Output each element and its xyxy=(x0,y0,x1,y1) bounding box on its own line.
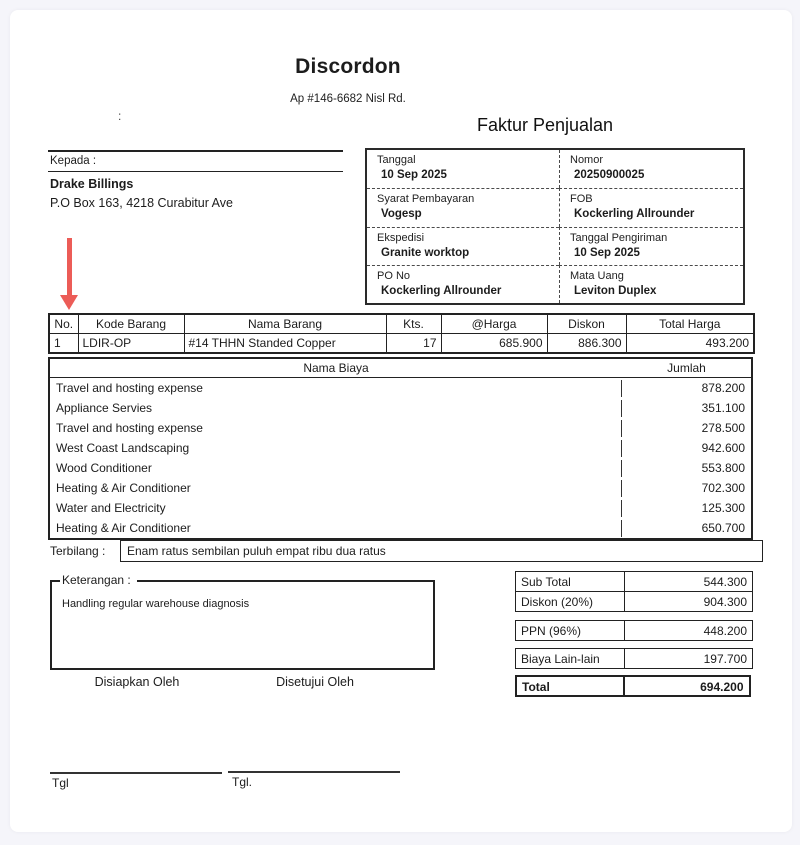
date-signature-line-left xyxy=(50,772,222,774)
total-row-grand-total xyxy=(515,675,753,697)
info-cell-nomor xyxy=(559,150,743,188)
tgl-label-right: Tgl. xyxy=(232,775,253,789)
biaya-amount: 878.200 xyxy=(701,381,745,395)
info-cell-tanggal xyxy=(367,150,559,188)
total-value: 904.300 xyxy=(625,591,753,612)
biaya-name: Heating & Air Conditioner xyxy=(50,520,622,537)
biaya-table xyxy=(48,357,753,540)
total-value: 694.200 xyxy=(623,675,751,697)
biaya-row xyxy=(50,478,751,498)
info-label: Mata Uang xyxy=(570,269,624,282)
biaya-amount: 553.800 xyxy=(701,461,745,475)
biaya-name: Appliance Servies xyxy=(50,400,622,417)
info-label: PO No xyxy=(377,269,411,282)
red-arrow-annotation xyxy=(56,238,82,311)
biaya-name: West Coast Landscaping xyxy=(50,440,622,457)
total-value: 197.700 xyxy=(625,648,753,669)
invoice-page xyxy=(10,10,792,832)
company-name: Discordon xyxy=(295,55,401,78)
terbilang-box xyxy=(120,540,763,562)
total-label: PPN (96%) xyxy=(515,620,625,641)
recipient-address: P.O Box 163, 4218 Curabitur Ave xyxy=(50,196,233,210)
biaya-name: Travel and hosting expense xyxy=(50,380,622,397)
info-value: Kockerling Allrounder xyxy=(381,284,502,297)
info-value: Granite worktop xyxy=(381,246,470,259)
header-nama-biaya: Nama Biaya xyxy=(303,361,369,375)
colon-mark: : xyxy=(118,109,122,123)
header-kts: Kts. xyxy=(386,314,441,334)
total-row-biaya-lain xyxy=(515,648,753,669)
biaya-amount: 650.700 xyxy=(701,521,745,535)
recipient-section xyxy=(48,150,343,213)
biaya-name: Heating & Air Conditioner xyxy=(50,480,622,497)
info-cell-syarat-pembayaran xyxy=(367,188,559,226)
info-label: Nomor xyxy=(570,154,604,166)
invoice-info-box xyxy=(365,148,745,305)
header-total-harga: Total Harga xyxy=(626,314,754,334)
terbilang-value: Enam ratus sembilan puluh empat ribu dua ratus xyxy=(127,544,386,558)
info-value: Kockerling Allrounder xyxy=(574,208,695,221)
terbilang-label: Terbilang : xyxy=(50,544,106,558)
item-harga: 685.900 xyxy=(441,334,547,354)
total-row-sub-total xyxy=(515,571,753,592)
total-value: 448.200 xyxy=(625,620,753,641)
item-total: 493.200 xyxy=(626,334,754,354)
biaya-row xyxy=(50,378,751,398)
info-cell-fob xyxy=(559,188,743,226)
items-table xyxy=(48,313,755,354)
item-diskon: 886.300 xyxy=(547,334,626,354)
arrow-head-icon xyxy=(60,295,78,310)
items-table-header-row xyxy=(49,314,754,334)
info-cell-po-no xyxy=(367,265,559,303)
biaya-amount: 942.600 xyxy=(701,441,745,455)
header-diskon: Diskon xyxy=(547,314,626,334)
total-value: 544.300 xyxy=(625,571,753,592)
biaya-row xyxy=(50,398,751,418)
info-label: Tanggal Pengiriman xyxy=(570,231,668,244)
keterangan-value: Handling regular warehouse diagnosis xyxy=(62,598,250,610)
biaya-row xyxy=(50,418,751,438)
biaya-table-header xyxy=(50,359,751,378)
item-kts: 17 xyxy=(386,334,441,354)
item-nama: #14 THHN Standed Copper xyxy=(184,334,386,354)
info-cell-ekspedisi xyxy=(367,227,559,265)
info-value: 20250900025 xyxy=(574,169,645,181)
biaya-amount: 702.300 xyxy=(701,481,745,495)
biaya-amount: 278.500 xyxy=(701,421,745,435)
info-label: FOB xyxy=(570,193,593,206)
info-value: 10 Sep 2025 xyxy=(381,169,447,181)
keterangan-box xyxy=(50,573,435,670)
date-signature-line-right xyxy=(228,771,400,773)
header-nama-barang: Nama Barang xyxy=(184,314,386,334)
biaya-rows xyxy=(50,378,751,538)
biaya-name: Water and Electricity xyxy=(50,500,622,517)
info-cell-tanggal-pengiriman xyxy=(559,227,743,265)
items-table-section xyxy=(48,313,753,354)
biaya-name: Wood Conditioner xyxy=(50,460,622,477)
biaya-row xyxy=(50,498,751,518)
header-kode-barang: Kode Barang xyxy=(78,314,184,334)
keterangan-label: Keterangan : xyxy=(60,573,137,587)
recipient-name: Drake Billings xyxy=(50,177,134,191)
total-label: Total xyxy=(515,675,625,697)
total-row-diskon xyxy=(515,591,753,612)
biaya-amount: 125.300 xyxy=(701,501,745,515)
biaya-row xyxy=(50,438,751,458)
total-row-ppn xyxy=(515,620,753,641)
info-label: Tanggal xyxy=(377,154,416,166)
header-harga: @Harga xyxy=(441,314,547,334)
item-no: 1 xyxy=(49,334,78,354)
tgl-label-left: Tgl xyxy=(52,776,69,790)
item-kode: LDIR-OP xyxy=(78,334,184,354)
document-title: Faktur Penjualan xyxy=(476,115,614,135)
info-cell-mata-uang xyxy=(559,265,743,303)
biaya-row xyxy=(50,458,751,478)
info-value: Vogesp xyxy=(381,208,422,221)
biaya-amount: 351.100 xyxy=(701,401,745,415)
signature-prepared-label: Disiapkan Oleh xyxy=(94,675,180,689)
header-jumlah: Jumlah xyxy=(667,361,706,375)
info-value: Leviton Duplex xyxy=(574,284,657,297)
biaya-name: Travel and hosting expense xyxy=(50,420,622,437)
item-row xyxy=(49,334,754,354)
info-label: Ekspedisi xyxy=(377,231,425,244)
arrow-shaft xyxy=(67,238,72,296)
biaya-row xyxy=(50,518,751,538)
recipient-label: Kepada : xyxy=(50,155,97,167)
info-value: 10 Sep 2025 xyxy=(574,246,640,259)
header-no: No. xyxy=(49,314,78,334)
total-label: Sub Total xyxy=(515,571,625,592)
total-label: Biaya Lain-lain xyxy=(515,648,625,669)
total-label: Diskon (20%) xyxy=(515,591,625,612)
info-label: Syarat Pembayaran xyxy=(377,193,475,206)
signature-approved-label: Disetujui Oleh xyxy=(276,675,354,689)
company-address: Ap #146-6682 Nisl Rd. xyxy=(290,93,406,105)
